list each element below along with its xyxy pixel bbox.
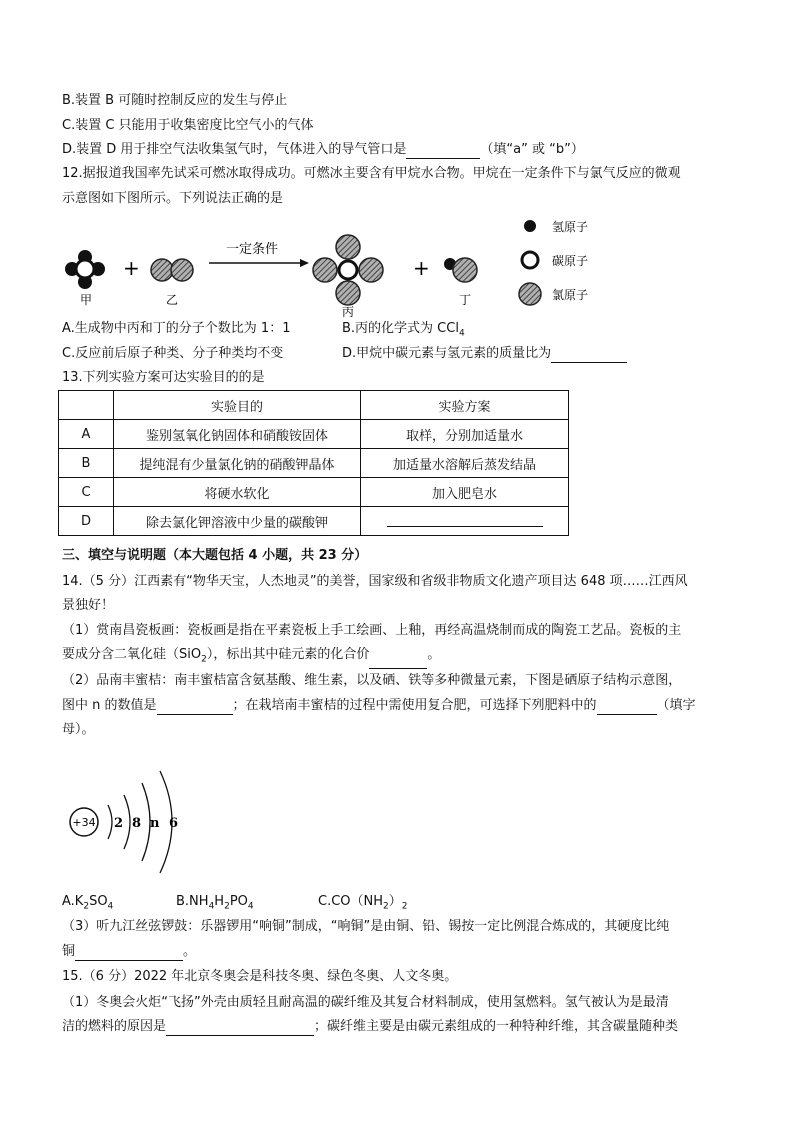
option-d-line: D.装置 D 用于排空气法收集氢气时，气体进入的导气管口是 （填“a” 或 “b”） <box>62 142 584 157</box>
legend-carbon <box>522 252 588 268</box>
chlorine-molecule <box>151 259 193 281</box>
arrow-head <box>300 259 309 267</box>
svg-text:氯原子: 氯原子 <box>552 288 589 302</box>
option-c-line: C.装置 C 只能用于收集密度比空气小的气体 <box>62 118 314 133</box>
plus-sign-2: + <box>413 256 430 280</box>
fertilizer-option-a: $A.K_2SO_4$ <box>62 894 114 912</box>
answer-blank[interactable] <box>551 348 627 363</box>
q14-1-line-1: （1）赏南昌瓷板画：瓷板画是指在平素瓷板上手工绘画、上釉，再经高温烧制而成的陶瓷工艺品。瓷板的主 <box>62 623 682 638</box>
table-cell: D <box>59 507 114 536</box>
hcl-molecule <box>444 258 477 282</box>
table-cell: 加适量水溶解后蒸发结晶 <box>361 449 569 478</box>
answer-blank[interactable] <box>406 144 480 159</box>
q12-option-b: B.丙的化学式为 CCl$_4$ <box>342 321 465 339</box>
answer-blank[interactable] <box>387 512 543 527</box>
q12-stem-2: 示意图如下图所示。下列说法正确的是 <box>62 191 284 206</box>
selenium-atom-diagram <box>62 765 202 875</box>
reaction-diagram <box>0 212 794 322</box>
electron-shell-3 <box>142 783 150 861</box>
legend-chlorine <box>519 283 588 305</box>
table-cell: 提纯混有少量氯化钠的硝酸钾晶体 <box>114 449 361 478</box>
answer-blank[interactable] <box>75 946 183 961</box>
table-row <box>59 420 569 449</box>
plus-sign-1: + <box>123 256 140 280</box>
q14-3-line-2: 铜 。 <box>62 944 197 959</box>
electron-shell-2 <box>124 795 130 849</box>
electron-shell-1 <box>108 805 112 839</box>
table-cell: 加入肥皂水 <box>361 478 569 507</box>
condition-label: 一定条件 <box>226 242 279 257</box>
table-cell: 除去氯化钾溶液中少量的碳酸钾 <box>114 507 361 536</box>
label-jia: 甲 <box>80 293 93 307</box>
table-header-row <box>59 391 569 420</box>
q14-stem-1: 14.（5 分）江西素有“物华天宝，人杰地灵”的美誉，国家级和省级非物质文化遗产项目达 648 项……江西风 <box>62 574 688 589</box>
q15-1-line-2: 洁的燃料的原因是 ；碳纤维主要是由碳元素组成的一种特种纤维，其含碳量随种类 <box>62 1019 679 1034</box>
answer-blank[interactable] <box>166 1021 314 1036</box>
q14-2-line-1: （2）品南丰蜜桔：南丰蜜桔富含氨基酸、维生素，以及硒、铁等多种微量元素，下图是硒原子结构示意图， <box>62 673 682 688</box>
svg-text:碳原子: 碳原子 <box>552 254 589 268</box>
q12-option-d: D.甲烷中碳元素与氢元素的质量比为 <box>342 345 627 363</box>
q15-stem: 15.（6 分）2022 年北京冬奥会是科技冬奥、绿色冬奥、人文冬奥。 <box>62 969 458 984</box>
svg-text:氢原子: 氢原子 <box>552 220 589 234</box>
table-header: 实验目的 <box>114 391 361 420</box>
answer-blank[interactable] <box>597 700 657 715</box>
section-3-heading: 三、填空与说明题（本大题包括 4 小题，共 23 分） <box>62 548 368 563</box>
q12-option-a: A.生成物中丙和丁的分子个数比为 1：1 <box>62 321 291 336</box>
shell-count-1: 2 <box>114 816 124 831</box>
shell-count-4: 6 <box>169 816 179 831</box>
table-cell: B <box>59 449 114 478</box>
q15-1-line-1: （1）冬奥会火炬“飞扬”外壳由质轻且耐高温的碳纤维及其复合材料制成，使用氢燃料。氢气被认为是最清 <box>62 995 669 1010</box>
shell-count-2: 8 <box>132 816 142 831</box>
q14-2-line-3: 母）。 <box>62 722 95 737</box>
table-cell: 将硬水软化 <box>114 478 361 507</box>
table-header <box>59 391 114 420</box>
table-cell-answer[interactable] <box>361 507 569 536</box>
table-header: 实验方案 <box>361 391 569 420</box>
label-ding: 丁 <box>459 293 472 307</box>
answer-blank[interactable] <box>157 700 233 715</box>
table-cell: C <box>59 478 114 507</box>
table-row <box>59 478 569 507</box>
q12-option-c: C.反应前后原子种类、分子种类均不变 <box>62 346 284 361</box>
table-cell: 鉴别氢氧化钠固体和硝酸铵固体 <box>114 420 361 449</box>
legend-hydrogen <box>524 220 588 234</box>
ccl4-molecule <box>313 235 383 305</box>
answer-blank[interactable] <box>369 654 427 669</box>
methane-molecule <box>65 250 105 289</box>
table-cell: 取样，分别加适量水 <box>361 420 569 449</box>
fertilizer-option-c: $C.CO(NH_2)_2$ <box>318 894 408 912</box>
table-row <box>59 507 569 536</box>
label-bing: 丙 <box>342 305 355 319</box>
q14-3-line-1: （3）听九江丝弦锣鼓：乐器锣用“响铜”制成，“响铜”是由铜、铅、锡按一定比例混合炼成的，其硬度比纯 <box>62 919 670 934</box>
experiment-table <box>58 390 569 536</box>
q14-1-line-2: 要成分含二氧化硅（SiO$_2$），标出其中硅元素的化合价 。 <box>62 646 440 669</box>
fertilizer-option-b: $B.NH_4H_2PO_4$ <box>176 894 254 912</box>
table-cell: A <box>59 420 114 449</box>
table-row <box>59 449 569 478</box>
option-b-line: B.装置 B 可随时控制反应的发生与停止 <box>62 93 288 108</box>
q13-stem: 13.下列实验方案可达实验目的的是 <box>62 370 265 385</box>
shell-count-3: n <box>150 816 160 831</box>
nucleus-charge: +34 <box>72 816 96 829</box>
q12-stem-1: 12.据报道我国率先试采可燃冰取得成功。可燃冰主要含有甲烷水合物。甲烷在一定条件下与氯气反应的微观 <box>62 166 681 181</box>
label-yi: 乙 <box>166 293 179 307</box>
q14-stem-2: 景独好！ <box>62 598 115 613</box>
q14-2-line-2: 图中 n 的数值是 ；在栽培南丰蜜桔的过程中需使用复合肥，可选择下列肥料中的 （填字 <box>62 698 696 713</box>
